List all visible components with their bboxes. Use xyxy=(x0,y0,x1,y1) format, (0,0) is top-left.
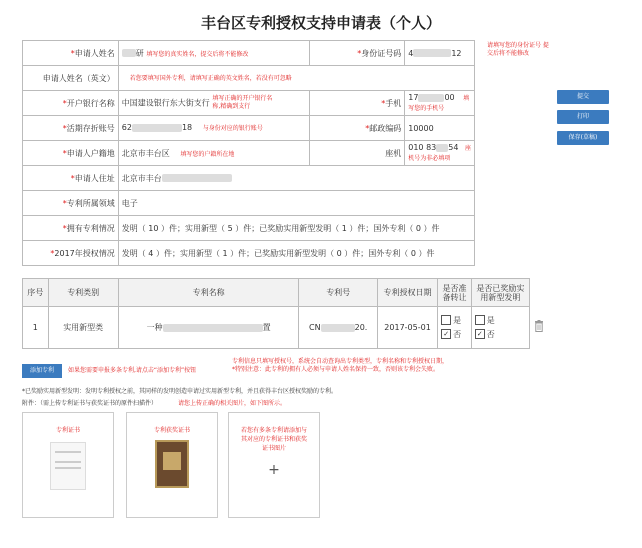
header-number: 专利号 xyxy=(299,279,378,307)
print-button[interactable]: 打印 xyxy=(557,110,609,124)
page-title: 丰台区专利授权支持申请表（个人） xyxy=(200,14,441,32)
name-masked xyxy=(122,49,136,57)
header-category: 专利类别 xyxy=(48,279,118,307)
name-label: *申请人姓名 xyxy=(23,41,119,66)
phone-field[interactable]: 17 00 填写您的手机号 xyxy=(405,91,475,116)
account-hint: 与身份对应的银行账号 xyxy=(202,125,263,132)
plus-icon[interactable]: + xyxy=(268,462,280,478)
postcode-label: *邮政编码 xyxy=(310,116,405,141)
row-index: 1 xyxy=(23,307,49,349)
awarded-note: *已奖励实用新型发明：发明专利授权之前，其同样的发明创造申请过实用新型专利，并且获得丰台区授权奖励的专利。 xyxy=(22,388,338,395)
upload-patent-certificate[interactable] xyxy=(22,412,114,518)
english-name-label: 申请人姓名（英文） xyxy=(23,66,119,91)
patent-table xyxy=(22,278,530,349)
attachment-hint: 请您上传正确的相关图片，如下图所示。 xyxy=(178,400,287,407)
transfer-yes-checkbox[interactable] xyxy=(441,315,451,325)
row-name: 一种 置 xyxy=(118,307,299,349)
save-draft-button[interactable]: 保存(草稿) xyxy=(557,131,609,145)
upload-award-certificate[interactable] xyxy=(126,412,218,518)
awarded-yes-checkbox[interactable] xyxy=(475,315,485,325)
landline-label: 座机 xyxy=(310,141,405,166)
add-patent-hint: 如果您需要申报多条专利,请点击“添加专利”按钮 xyxy=(68,367,197,374)
awarded-no-checkbox[interactable]: ✓ xyxy=(475,329,485,339)
submit-button[interactable]: 提交 xyxy=(557,90,609,104)
awarded-yes-option[interactable]: 是 xyxy=(475,314,526,328)
bank-hint: 填写正确的开户银行名称,精确到支行 xyxy=(212,95,273,110)
account-label: *活期存折账号 xyxy=(23,116,119,141)
phone-hint: 填写您的手机号 xyxy=(408,95,470,112)
bank-field[interactable]: 中国建设银行东大街支行 填写正确的开户银行名称,精确到支行 xyxy=(118,91,310,116)
applicant-form xyxy=(22,40,475,266)
id-label: *身份证号码 xyxy=(310,41,405,66)
transfer-options xyxy=(438,307,472,349)
household-label: *申请人户籍地 xyxy=(23,141,119,166)
upload-caption: 专利证书 xyxy=(55,427,80,434)
patent-info-hint xyxy=(232,358,472,374)
patent-info-line1: 专利信息只填写授权号，系统会自动查询出专利类型，专利名称和专利授权日期， xyxy=(232,358,449,365)
landline-field[interactable]: 010 83 54 座机号为非必填项 xyxy=(405,141,475,166)
delete-row-button[interactable] xyxy=(534,320,544,332)
header-name: 专利名称 xyxy=(118,279,299,307)
postcode-field[interactable]: 10000 xyxy=(405,116,475,141)
header-transfer: 是否准备转让 xyxy=(438,279,472,307)
household-field[interactable]: 北京市丰台区 填写您的户籍所在地 xyxy=(118,141,310,166)
english-name-field[interactable] xyxy=(118,66,474,91)
granted-patents-label: *2017年授权情况 xyxy=(23,241,119,266)
upload-caption: 若您有多条专利请添加与其对应的专利证书和获奖证书图片 xyxy=(241,427,308,452)
owned-patents-field[interactable]: 发明（ 10 ）件；实用新型（ 5 ）件；已奖励实用新型发明（ 1 ）件；国外专利（ 0 ）件 xyxy=(118,216,474,241)
header-awarded: 是否已奖励实用新型发明 xyxy=(471,279,529,307)
trash-icon xyxy=(534,320,544,332)
transfer-yes-option[interactable]: 是 xyxy=(441,314,468,328)
award-thumbnail xyxy=(155,440,189,488)
field-value[interactable]: 电子 xyxy=(118,191,474,216)
transfer-no-checkbox[interactable]: ✓ xyxy=(441,329,451,339)
landline-hint: 座机号为非必填项 xyxy=(408,145,471,162)
id-field[interactable]: 4 12 xyxy=(405,41,475,66)
address-field[interactable]: 北京市丰台 xyxy=(118,166,474,191)
header-index: 序号 xyxy=(23,279,49,307)
name-hint: 填写您的真实姓名，提交后将不能修改 xyxy=(146,50,249,58)
header-date: 专利授权日期 xyxy=(377,279,437,307)
patent-info-line2: *特别注意：此专利的拥有人必须与申请人姓名保持一致，否则该专利会失败。 xyxy=(232,366,440,373)
certificate-thumbnail xyxy=(50,442,86,490)
table-row xyxy=(23,307,530,349)
household-hint: 填写您的户籍所在地 xyxy=(180,150,235,158)
phone-label: *手机 xyxy=(310,91,405,116)
name-field[interactable]: 研 填写您的真实姓名，提交后将不能修改 xyxy=(118,41,310,66)
bank-label: *开户银行名称 xyxy=(23,91,119,116)
row-category: 实用新型类 xyxy=(48,307,118,349)
address-label: *申请人住址 xyxy=(23,166,119,191)
english-name-hint: 若您要填写国外专利，请填写正确的英文姓名，若没有可忽略 xyxy=(129,75,292,82)
attachment-label: 附件：（需上传专利证书与获奖证书的原件扫描件） xyxy=(22,400,158,407)
upload-caption: 专利获奖证书 xyxy=(153,427,190,434)
transfer-no-option[interactable]: ✓ 否 xyxy=(441,328,468,342)
upload-additional-certificate[interactable] xyxy=(228,412,320,518)
account-field[interactable]: 62 18 与身份对应的银行账号 xyxy=(118,116,310,141)
add-patent-button[interactable]: 添加专利 xyxy=(22,364,62,378)
awarded-options xyxy=(471,307,529,349)
awarded-no-option[interactable]: ✓ 否 xyxy=(475,328,526,342)
row-number[interactable]: CN 20. xyxy=(299,307,378,349)
field-label: *专利所属领域 xyxy=(23,191,119,216)
row-date: 2017-05-01 xyxy=(377,307,437,349)
owned-patents-label: *拥有专利情况 xyxy=(23,216,119,241)
granted-patents-field[interactable]: 发明（ 4 ）件；实用新型（ 1 ）件；已奖励实用新型发明（ 0 ）件；国外专利（ 0 ）件 xyxy=(118,241,474,266)
id-hint: 请填写您的身份证号 提交后将不能修改 xyxy=(487,42,549,57)
